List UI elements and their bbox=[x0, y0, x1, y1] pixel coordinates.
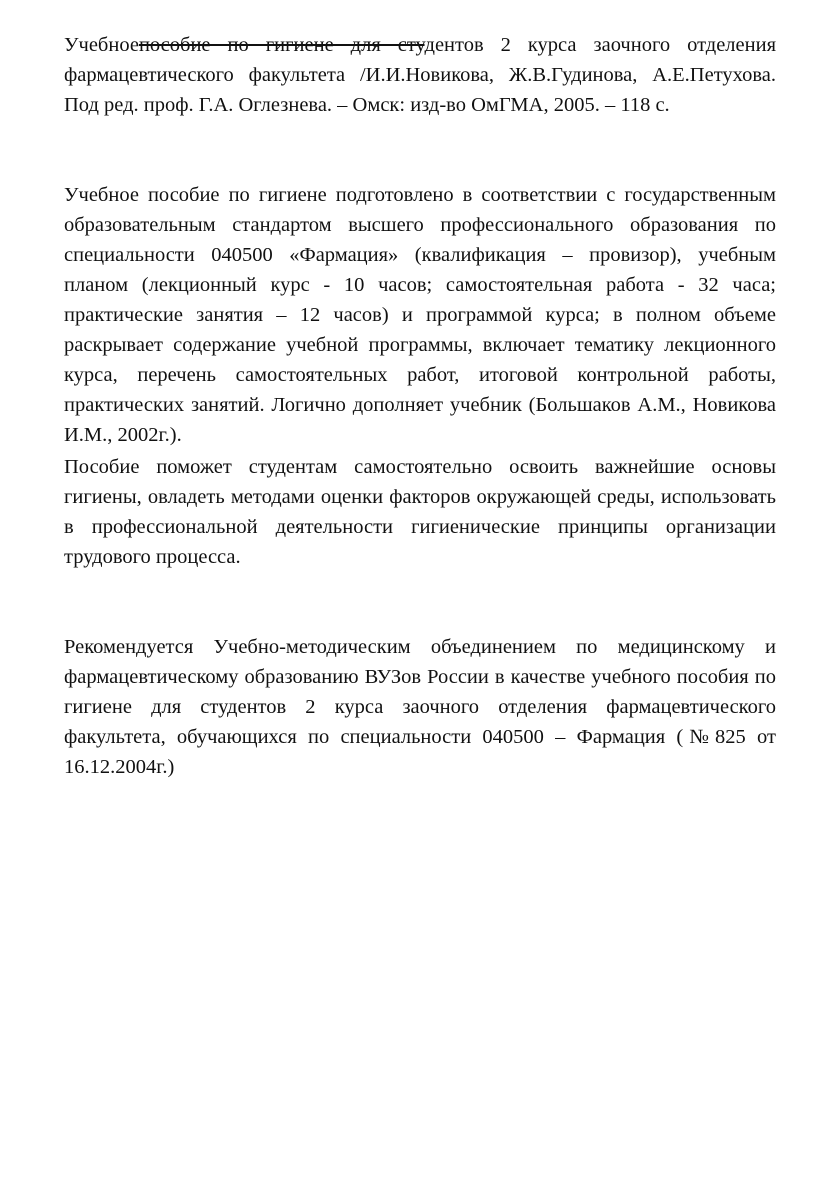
document-page bbox=[64, 30, 776, 782]
recommendation-paragraph: Рекомендуется Учебно-методическим объединением по медицинскому и фармацевтическому образованию ВУЗов России в качестве учебного пособия по гигиене для студентов 2 курса заочного отделения фармацевтического факультета, обучающихся по специальности 040500 – Фармация (№825 от 16.12.2004г.) bbox=[64, 636, 776, 778]
abstract-paragraph-2: Пособие поможет студентам самостоятельно освоить важнейшие основы гигиены, овладеть методами оценки факторов окружающей среды, использовать в профессиональной деятельности гигиенические принципы организации трудового процесса. bbox=[64, 456, 776, 568]
bibliographic-citation bbox=[64, 30, 776, 120]
citation-rest: дентов 2 курса заочного отделения фармацевтического факультета /И.И.Новикова, Ж.В.Гудинова, А.Е.Петухова. Под ред. проф. Г.А. Оглезнева. – Омск: изд-во ОмГМА, 2005. – 118 с. bbox=[64, 34, 776, 116]
citation-paragraph bbox=[64, 30, 776, 120]
recommendation-section bbox=[64, 632, 776, 782]
citation-struck-text: пособие по гигиене для сту bbox=[138, 34, 425, 56]
abstract-paragraph-1: Учебное пособие по гигиене подготовлено в соответствии с государственным образовательным стандартом высшего профессионального образования по специальности 040500 «Фармация» (квалификация – провизор), учебным планом (лекционный курс - 10 часов; самостоятельная работа - 32 часа; практические занятия – 12 часов) и программой курса; в полном объеме раскрывает содержание учебной программы, включает тематику лекционного курса, перечень самостоятельных работ, итоговой контрольной работы, практических занятий. Логично дополняет учебник (Большаков А.М., Новикова И.М., 2002г.). bbox=[64, 184, 776, 446]
citation-lead: Учебное bbox=[64, 34, 139, 56]
abstract-section bbox=[64, 180, 776, 572]
